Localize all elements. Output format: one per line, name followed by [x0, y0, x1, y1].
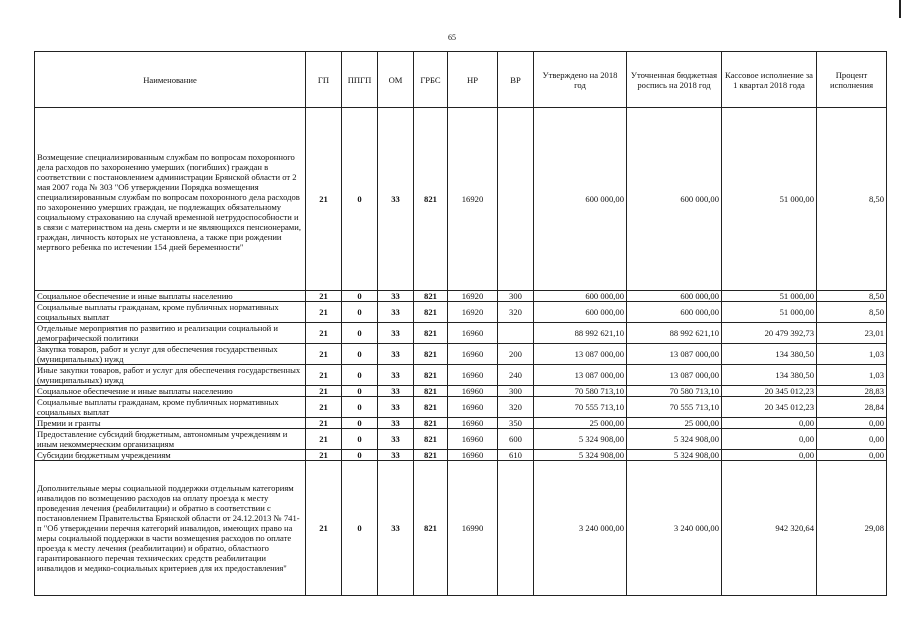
cell-vr: 600 — [498, 429, 534, 450]
cell-ppgp: 0 — [342, 418, 378, 429]
cell-approved: 5 324 908,00 — [534, 450, 627, 461]
cell-om: 33 — [378, 344, 414, 365]
cell-ppgp: 0 — [342, 344, 378, 365]
cell-om: 33 — [378, 450, 414, 461]
cell-approved: 88 992 621,10 — [534, 323, 627, 344]
cell-ppgp: 0 — [342, 429, 378, 450]
cell-om: 33 — [378, 302, 414, 323]
budget-table — [34, 51, 887, 596]
table-row — [35, 397, 887, 418]
cell-name: Премии и гранты — [35, 418, 306, 429]
cell-nr: 16960 — [448, 450, 498, 461]
cell-cash: 942 320,64 — [722, 461, 817, 596]
cell-name: Возмещение специализированным службам по вопросам похоронного дела расходов по захоронению умерших (погибших) граждан в соответствии с постановлением администрации Брянской области от 2 мая 2007 года № 303 "Об утверждении Порядка возмещения специализированным службам по вопросам похоронного дела расходов по захоронению умерших граждан, не подлежащих обязательному социальному страхованию на случай временной нетрудоспособности и в связи с материнством на день смерти и не являющихся пенсионерами, граждан, личность которых не установлена, а также при рождении мертвого ребенка по истечении 154 дней беременности" — [35, 108, 306, 291]
cell-vr: 200 — [498, 344, 534, 365]
cell-percent: 1,03 — [817, 365, 887, 386]
margin-mark — [899, 0, 901, 18]
cell-approved: 13 087 000,00 — [534, 344, 627, 365]
cell-vr: 610 — [498, 450, 534, 461]
cell-vr: 240 — [498, 365, 534, 386]
cell-refined: 600 000,00 — [627, 108, 722, 291]
cell-refined: 600 000,00 — [627, 302, 722, 323]
cell-percent: 0,00 — [817, 450, 887, 461]
cell-approved: 13 087 000,00 — [534, 365, 627, 386]
cell-grbs: 821 — [414, 397, 448, 418]
cell-name: Иные закупки товаров, работ и услуг для обеспечения государственных (муниципальных) нужд — [35, 365, 306, 386]
cell-refined: 3 240 000,00 — [627, 461, 722, 596]
cell-ppgp: 0 — [342, 386, 378, 397]
cell-percent: 8,50 — [817, 108, 887, 291]
cell-om: 33 — [378, 108, 414, 291]
cell-ppgp: 0 — [342, 323, 378, 344]
cell-om: 33 — [378, 418, 414, 429]
cell-approved: 70 555 713,10 — [534, 397, 627, 418]
header-om: ОМ — [378, 52, 414, 108]
cell-vr: 320 — [498, 397, 534, 418]
cell-gp: 21 — [306, 344, 342, 365]
cell-percent: 8,50 — [817, 291, 887, 302]
cell-cash: 134 380,50 — [722, 344, 817, 365]
cell-grbs: 821 — [414, 344, 448, 365]
cell-nr: 16990 — [448, 461, 498, 596]
table-row — [35, 386, 887, 397]
table-row — [35, 323, 887, 344]
cell-grbs: 821 — [414, 108, 448, 291]
header-approved: Утверждено на 2018 год — [534, 52, 627, 108]
cell-name: Закупка товаров, работ и услуг для обеспечения государственных (муниципальных) нужд — [35, 344, 306, 365]
header-refined: Уточненная бюджетная роспись на 2018 год — [627, 52, 722, 108]
cell-grbs: 821 — [414, 323, 448, 344]
cell-name: Социальные выплаты гражданам, кроме публичных нормативных социальных выплат — [35, 397, 306, 418]
cell-refined: 5 324 908,00 — [627, 429, 722, 450]
page-number: 65 — [448, 33, 456, 42]
cell-vr: 320 — [498, 302, 534, 323]
cell-percent: 0,00 — [817, 429, 887, 450]
cell-refined: 88 992 621,10 — [627, 323, 722, 344]
cell-gp: 21 — [306, 108, 342, 291]
cell-percent: 28,83 — [817, 386, 887, 397]
cell-vr: 300 — [498, 386, 534, 397]
cell-nr: 16960 — [448, 418, 498, 429]
cell-vr — [498, 461, 534, 596]
cell-om: 33 — [378, 429, 414, 450]
header-ppgp: ППГП — [342, 52, 378, 108]
table-row — [35, 291, 887, 302]
cell-om: 33 — [378, 365, 414, 386]
cell-nr: 16960 — [448, 323, 498, 344]
cell-cash: 20 345 012,23 — [722, 397, 817, 418]
cell-refined: 25 000,00 — [627, 418, 722, 429]
cell-gp: 21 — [306, 386, 342, 397]
table-row — [35, 365, 887, 386]
cell-gp: 21 — [306, 450, 342, 461]
cell-gp: 21 — [306, 461, 342, 596]
cell-approved: 600 000,00 — [534, 291, 627, 302]
cell-vr: 350 — [498, 418, 534, 429]
cell-percent: 29,08 — [817, 461, 887, 596]
cell-om: 33 — [378, 291, 414, 302]
cell-ppgp: 0 — [342, 302, 378, 323]
table-row — [35, 418, 887, 429]
cell-vr — [498, 108, 534, 291]
cell-percent: 23,01 — [817, 323, 887, 344]
header-cash: Кассовое исполнение за 1 квартал 2018 года — [722, 52, 817, 108]
cell-name: Отдельные мероприятия по развитию и реализации социальной и демографической политики — [35, 323, 306, 344]
cell-percent: 0,00 — [817, 418, 887, 429]
cell-om: 33 — [378, 323, 414, 344]
table-row — [35, 302, 887, 323]
cell-om: 33 — [378, 461, 414, 596]
cell-refined: 70 580 713,10 — [627, 386, 722, 397]
table-row — [35, 344, 887, 365]
cell-om: 33 — [378, 397, 414, 418]
cell-percent: 28,84 — [817, 397, 887, 418]
header-vr: ВР — [498, 52, 534, 108]
cell-grbs: 821 — [414, 429, 448, 450]
cell-grbs: 821 — [414, 461, 448, 596]
cell-vr — [498, 323, 534, 344]
cell-ppgp: 0 — [342, 450, 378, 461]
cell-percent: 1,03 — [817, 344, 887, 365]
cell-grbs: 821 — [414, 302, 448, 323]
cell-cash: 51 000,00 — [722, 302, 817, 323]
cell-name: Предоставление субсидий бюджетным, автономным учреждениям и иным некоммерческим организациям — [35, 429, 306, 450]
cell-grbs: 821 — [414, 450, 448, 461]
cell-refined: 13 087 000,00 — [627, 365, 722, 386]
cell-approved: 600 000,00 — [534, 108, 627, 291]
table-row — [35, 429, 887, 450]
cell-cash: 0,00 — [722, 429, 817, 450]
cell-cash: 134 380,50 — [722, 365, 817, 386]
cell-grbs: 821 — [414, 418, 448, 429]
cell-nr: 16960 — [448, 386, 498, 397]
header-percent: Процент исполнения — [817, 52, 887, 108]
cell-name: Социальные выплаты гражданам, кроме публичных нормативных социальных выплат — [35, 302, 306, 323]
cell-cash: 0,00 — [722, 418, 817, 429]
cell-om: 33 — [378, 386, 414, 397]
cell-cash: 0,00 — [722, 450, 817, 461]
cell-name: Субсидии бюджетным учреждениям — [35, 450, 306, 461]
cell-cash: 20 479 392,73 — [722, 323, 817, 344]
cell-name: Дополнительные меры социальной поддержки отдельным категориям инвалидов по возмещению расходов на оплату проезда к месту проведения лечения (реабилитации) и обратно в соответствии с постановлением Правительства Брянской области от 24.12.2013 № 741-п "Об утверждении перечня категорий инвалидов, имеющих право на меры социальной поддержки в части возмещения расходов по оплате проезда к месту лечения (реабилитации) и обратно, областного гарантированного перечня технических средств реабилитации инвалидов и медико-социальных критериев для их предоставления" — [35, 461, 306, 596]
cell-ppgp: 0 — [342, 461, 378, 596]
header-nr: НР — [448, 52, 498, 108]
cell-nr: 16960 — [448, 397, 498, 418]
cell-gp: 21 — [306, 429, 342, 450]
cell-cash: 51 000,00 — [722, 291, 817, 302]
cell-ppgp: 0 — [342, 108, 378, 291]
cell-nr: 16920 — [448, 302, 498, 323]
cell-gp: 21 — [306, 302, 342, 323]
cell-gp: 21 — [306, 418, 342, 429]
cell-name: Социальное обеспечение и иные выплаты населению — [35, 386, 306, 397]
cell-refined: 600 000,00 — [627, 291, 722, 302]
cell-nr: 16960 — [448, 429, 498, 450]
header-gp: ГП — [306, 52, 342, 108]
cell-approved: 3 240 000,00 — [534, 461, 627, 596]
table-row — [35, 461, 887, 596]
cell-approved: 70 580 713,10 — [534, 386, 627, 397]
cell-vr: 300 — [498, 291, 534, 302]
cell-grbs: 821 — [414, 386, 448, 397]
cell-refined: 70 555 713,10 — [627, 397, 722, 418]
cell-refined: 5 324 908,00 — [627, 450, 722, 461]
cell-refined: 13 087 000,00 — [627, 344, 722, 365]
cell-gp: 21 — [306, 323, 342, 344]
table-row — [35, 450, 887, 461]
cell-ppgp: 0 — [342, 291, 378, 302]
cell-grbs: 821 — [414, 291, 448, 302]
header-grbs: ГРБС — [414, 52, 448, 108]
cell-gp: 21 — [306, 365, 342, 386]
cell-approved: 25 000,00 — [534, 418, 627, 429]
header-row — [35, 52, 887, 108]
cell-nr: 16920 — [448, 291, 498, 302]
cell-ppgp: 0 — [342, 365, 378, 386]
header-name: Наименование — [35, 52, 306, 108]
cell-name: Социальное обеспечение и иные выплаты населению — [35, 291, 306, 302]
cell-approved: 600 000,00 — [534, 302, 627, 323]
cell-nr: 16960 — [448, 365, 498, 386]
cell-cash: 51 000,00 — [722, 108, 817, 291]
cell-nr: 16920 — [448, 108, 498, 291]
table-row — [35, 108, 887, 291]
cell-cash: 20 345 012,23 — [722, 386, 817, 397]
cell-gp: 21 — [306, 397, 342, 418]
cell-nr: 16960 — [448, 344, 498, 365]
cell-grbs: 821 — [414, 365, 448, 386]
cell-gp: 21 — [306, 291, 342, 302]
cell-ppgp: 0 — [342, 397, 378, 418]
cell-approved: 5 324 908,00 — [534, 429, 627, 450]
cell-percent: 8,50 — [817, 302, 887, 323]
